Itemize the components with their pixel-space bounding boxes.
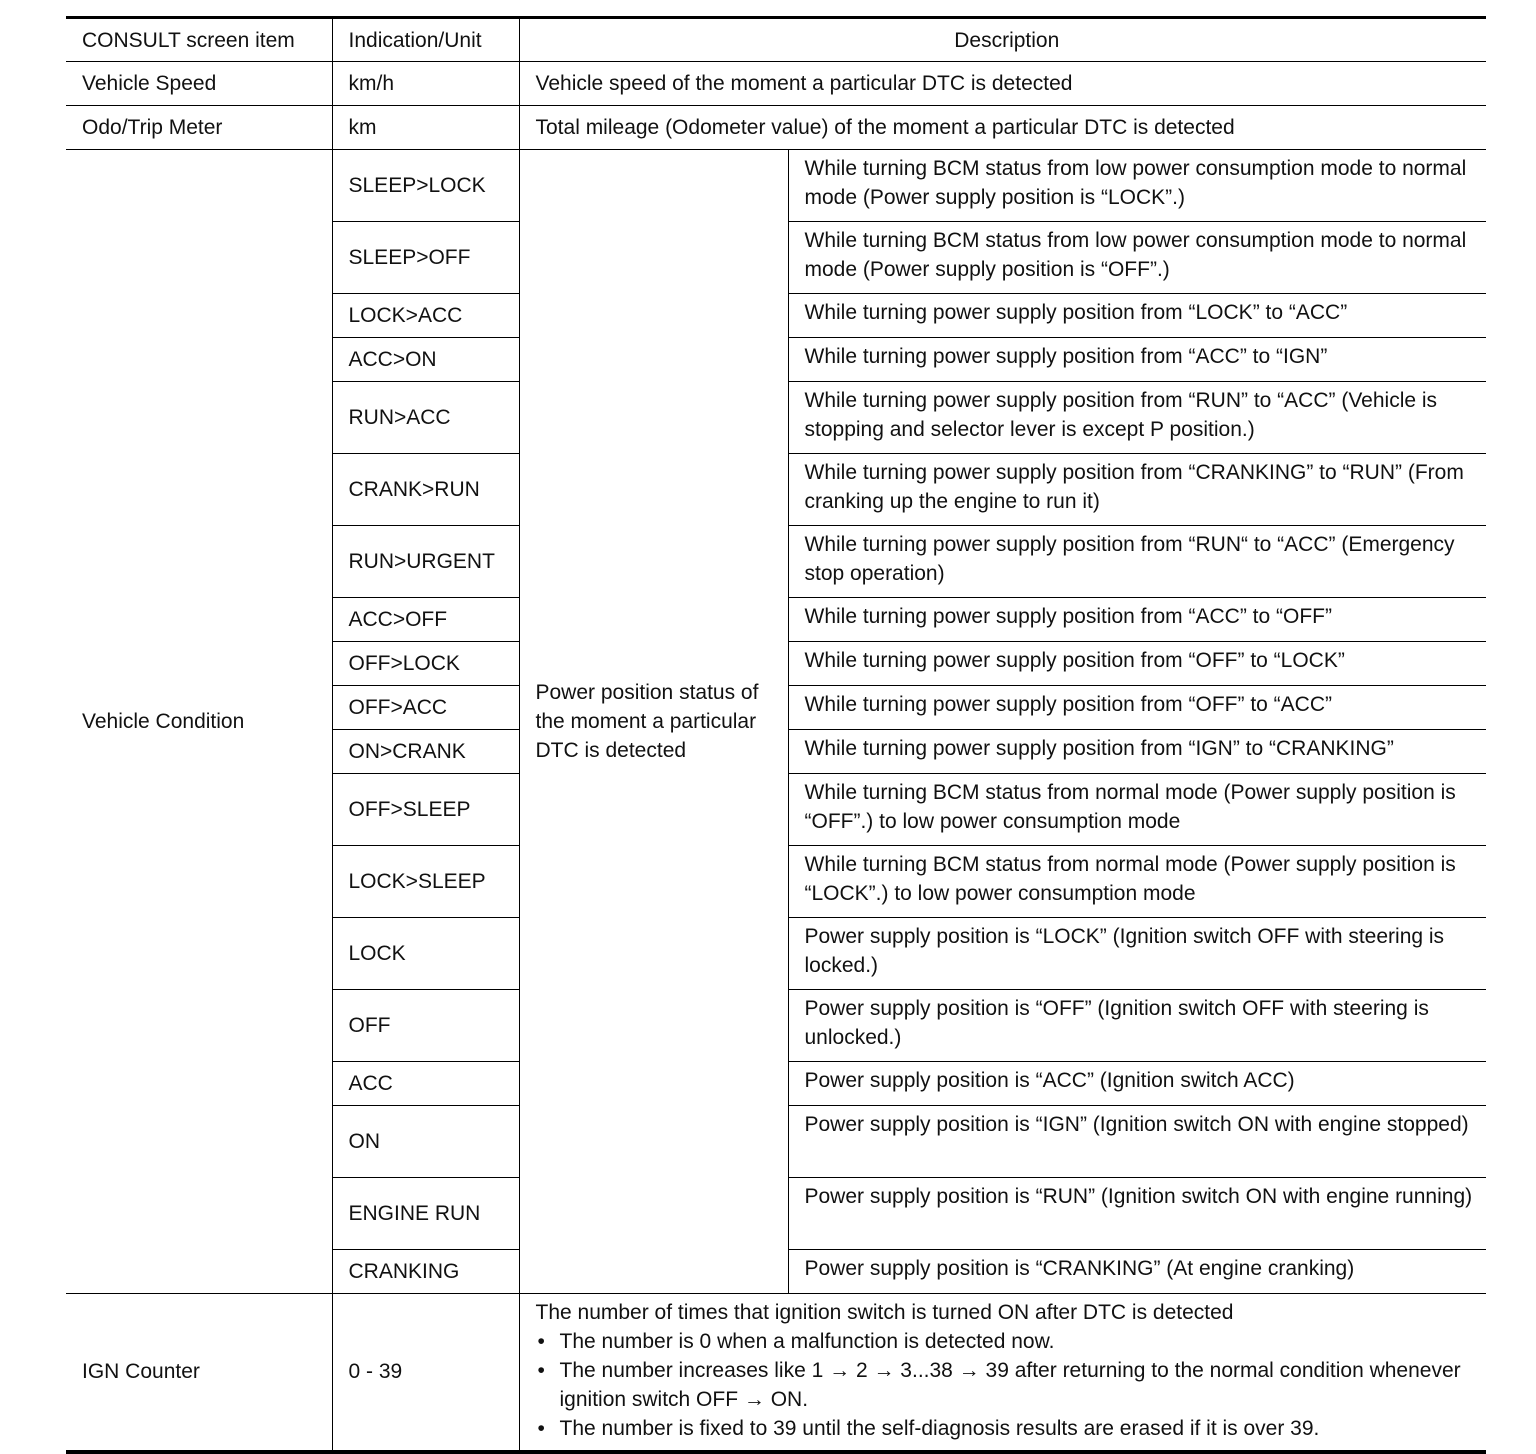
description-cell: While turning BCM status from normal mode (Power supply position is “OFF”.) to low power consumption mode bbox=[788, 774, 1486, 846]
unit-cell: ACC>ON bbox=[332, 338, 519, 382]
description-cell: Vehicle speed of the moment a particular DTC is detected bbox=[519, 62, 1486, 106]
description-cell: While turning power supply position from “ACC” to “IGN” bbox=[788, 338, 1486, 382]
description-cell: Total mileage (Odometer value) of the moment a particular DTC is detected bbox=[519, 106, 1486, 150]
description-cell: While turning BCM status from low power consumption mode to normal mode (Power supply position is “OFF”.) bbox=[788, 222, 1486, 294]
bullet-item: • The number is fixed to 39 until the self-diagnosis results are erased if it is over 39. bbox=[536, 1414, 1479, 1443]
description-cell: While turning power supply position from “IGN” to “CRANKING” bbox=[788, 730, 1486, 774]
item-cell: Vehicle Speed bbox=[66, 62, 332, 106]
description-cell: Power supply position is “RUN” (Ignition switch ON with engine running) bbox=[788, 1178, 1486, 1250]
row-vehicle-speed bbox=[66, 62, 1486, 106]
unit-cell: ON>CRANK bbox=[332, 730, 519, 774]
description-cell: While turning power supply position from “ACC” to “OFF” bbox=[788, 598, 1486, 642]
unit-cell: SLEEP>OFF bbox=[332, 222, 519, 294]
unit-cell: SLEEP>LOCK bbox=[332, 150, 519, 222]
unit-cell: OFF bbox=[332, 990, 519, 1062]
description-cell: Power supply position is “ACC” (Ignition switch ACC) bbox=[788, 1062, 1486, 1106]
item-cell-vehicle-condition: Vehicle Condition bbox=[66, 150, 332, 1294]
header-row bbox=[66, 18, 1486, 62]
description-cell: While turning power supply position from “OFF” to “LOCK” bbox=[788, 642, 1486, 686]
row-odo-trip-meter bbox=[66, 106, 1486, 150]
unit-cell: RUN>ACC bbox=[332, 382, 519, 454]
unit-cell: LOCK bbox=[332, 918, 519, 990]
description-cell: While turning power supply position from “OFF” to “ACC” bbox=[788, 686, 1486, 730]
unit-cell: OFF>ACC bbox=[332, 686, 519, 730]
description-cell: Power supply position is “OFF” (Ignition switch OFF with steering is unlocked.) bbox=[788, 990, 1486, 1062]
description-cell: While turning BCM status from low power consumption mode to normal mode (Power supply position is “LOCK”.) bbox=[788, 150, 1486, 222]
item-cell: Odo/Trip Meter bbox=[66, 106, 332, 150]
unit-cell: ACC>OFF bbox=[332, 598, 519, 642]
unit-cell: ON bbox=[332, 1106, 519, 1178]
description-cell: Power supply position is “LOCK” (Ignition switch OFF with steering is locked.) bbox=[788, 918, 1486, 990]
unit-cell: km bbox=[332, 106, 519, 150]
unit-cell: LOCK>ACC bbox=[332, 294, 519, 338]
unit-cell: OFF>SLEEP bbox=[332, 774, 519, 846]
header-description: Description bbox=[519, 18, 1486, 62]
item-cell: IGN Counter bbox=[66, 1294, 332, 1452]
row-ign-counter bbox=[66, 1294, 1486, 1452]
header-unit: Indication/Unit bbox=[332, 18, 519, 62]
description-cell: Power supply position is “IGN” (Ignition switch ON with engine stopped) bbox=[788, 1106, 1486, 1178]
unit-cell: LOCK>SLEEP bbox=[332, 846, 519, 918]
description-cell: While turning power supply position from “LOCK” to “ACC” bbox=[788, 294, 1486, 338]
consult-spec-table bbox=[66, 16, 1486, 1454]
description-cell: While turning power supply position from “CRANKING” to “RUN” (From cranking up the engine to run it) bbox=[788, 454, 1486, 526]
row-vehicle-condition bbox=[66, 150, 1486, 222]
description-cell: While turning power supply position from “RUN“ to “ACC” (Emergency stop operation) bbox=[788, 526, 1486, 598]
unit-cell: OFF>LOCK bbox=[332, 642, 519, 686]
ign-counter-description bbox=[519, 1294, 1486, 1452]
bullet-item: • The number increases like 1 → 2 → 3...38 → 39 after returning to the normal condition whenever ignition switch OFF → ON. bbox=[536, 1356, 1479, 1414]
unit-cell: CRANKING bbox=[332, 1250, 519, 1294]
description-cell: Power supply position is “CRANKING” (At engine cranking) bbox=[788, 1250, 1486, 1294]
unit-cell: km/h bbox=[332, 62, 519, 106]
header-item: CONSULT screen item bbox=[66, 18, 332, 62]
description-cell: While turning power supply position from “RUN” to “ACC” (Vehicle is stopping and selector lever is except P position.) bbox=[788, 382, 1486, 454]
power-position-summary: Power position status of the moment a particular DTC is detected bbox=[519, 150, 788, 1294]
unit-cell: 0 - 39 bbox=[332, 1294, 519, 1452]
bullet-item: • The number is 0 when a malfunction is detected now. bbox=[536, 1327, 1479, 1356]
unit-cell: ACC bbox=[332, 1062, 519, 1106]
description-cell: While turning BCM status from normal mode (Power supply position is “LOCK”.) to low power consumption mode bbox=[788, 846, 1486, 918]
unit-cell: CRANK>RUN bbox=[332, 454, 519, 526]
ign-counter-intro: The number of times that ignition switch is turned ON after DTC is detected bbox=[535, 1301, 1234, 1324]
unit-cell: ENGINE RUN bbox=[332, 1178, 519, 1250]
ign-counter-bullets bbox=[536, 1327, 1479, 1443]
unit-cell: RUN>URGENT bbox=[332, 526, 519, 598]
